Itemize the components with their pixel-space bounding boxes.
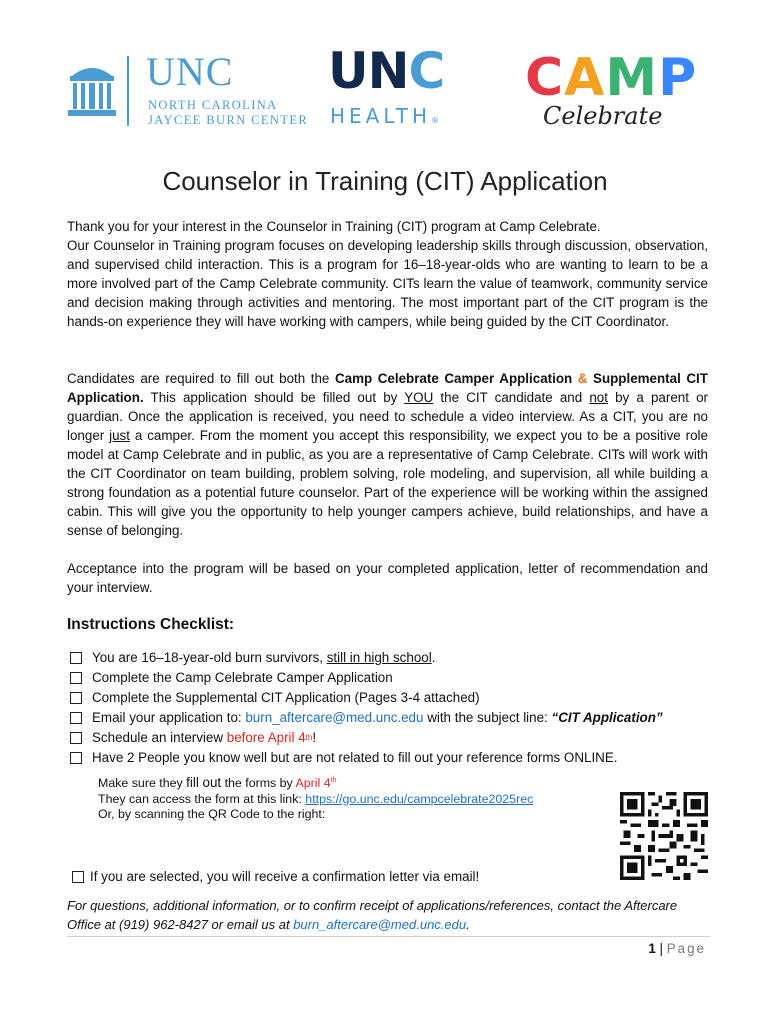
contact-email-link[interactable]: burn_aftercare@med.unc.edu xyxy=(293,917,467,932)
celebrate-script: Celebrate xyxy=(543,102,663,130)
acceptance-paragraph: Acceptance into the program will be based on your completed application, letter of recommendation and your interview. xyxy=(67,561,708,595)
checkbox[interactable] xyxy=(70,692,82,704)
checklist-item-interview: Schedule an interview before April 4 th ! xyxy=(70,728,720,748)
logo-divider xyxy=(127,56,129,126)
camp-celebrate-logo xyxy=(525,48,698,138)
requirements-paragraph: Candidates are required to fill out both the Camp Celebrate Camper Application & Supplemental CIT Application. This application should be filled out by YOU the CIT candidate and not by a parent or guardian. Once the application is received, you need to schedule a video interview. As a CIT, you are no longer just a camper. From the moment you accept this responsibility, we expect you to be a positive role model at Camp Celebrate and in public, as you are a representative of Camp Celebrate. CITs will work with the CIT Coordinator on team building, problem solving, role modeling, and supervision, all while building a strong foundation as a potential future counselor. Part of the experience will be working within the assigned cabin. This will give you the opportunity to help younger campers achieve, build relationships, and have a sense of belonging. xyxy=(67,371,708,538)
camp-letters: CAMP xyxy=(525,48,698,108)
footer-divider xyxy=(67,936,710,937)
unc-health-logo xyxy=(328,42,453,130)
checkbox[interactable] xyxy=(70,712,82,724)
old-well-icon xyxy=(68,58,116,118)
checkbox[interactable] xyxy=(70,732,82,744)
checklist-heading: Instructions Checklist: xyxy=(67,616,235,633)
intro-paragraph: Thank you for your interest in the Counselor in Training (CIT) program at Camp Celebrate. Our Counselor in Training program focuses on developing leadership skills through discussion, observation, and supervised child interaction. This is a program for 16–18-year-olds who are wanting to learn to be a more involved part of the Camp Celebrate community. CITs learn the value of teamwork, community service and decision making through activities and mentoring. The most important part of the CIT program is the hands-on experience they will have working with campers, while being guided by the CIT Coordinator. xyxy=(67,219,708,329)
reference-form-link[interactable]: https://go.unc.edu/campcelebrate2025rec xyxy=(305,791,534,806)
checkbox[interactable] xyxy=(70,652,82,664)
reference-instructions: Make sure they fill out the forms by April 4th They can access the form at this link: https://go.unc.edu/campcelebrate2025rec Or, by scanning the QR Code to the right: xyxy=(98,775,534,822)
confirmation-item: If you are selected, you will receive a confirmation letter via email! xyxy=(72,869,479,884)
contact-info: For questions, additional information, or to confirm receipt of applications/references, contact the Aftercare Office at (919) 962-8427 or email us at burn_aftercare@med.unc.edu. xyxy=(67,898,678,932)
page-title: Counselor in Training (CIT) Application xyxy=(162,166,608,196)
unc-health-wordmark: UNC xyxy=(328,42,445,100)
logo-subtitle-line2: JAYCEE BURN CENTER xyxy=(148,113,309,127)
qr-code[interactable] xyxy=(620,792,708,880)
health-word: HEALTH® xyxy=(330,104,440,128)
checklist-item-camper-application: Complete the Camp Celebrate Camper Application xyxy=(70,668,720,688)
unc-wordmark: UNC xyxy=(146,49,234,94)
checklist-item-supplemental-application: Complete the Supplemental CIT Application (Pages 3-4 attached) xyxy=(70,688,720,708)
unc-burn-center-logo xyxy=(68,49,313,130)
checkbox[interactable] xyxy=(72,871,84,883)
checkbox[interactable] xyxy=(70,752,82,764)
checklist-item-age: You are 16–18-year-old burn survivors, still in high school . xyxy=(70,648,720,668)
page-footer: 1 | Page xyxy=(648,941,706,956)
instructions-checklist xyxy=(70,648,720,768)
aftercare-email-link[interactable]: burn_aftercare@med.unc.edu xyxy=(245,710,424,725)
logo-subtitle-line1: NORTH CAROLINA xyxy=(148,98,278,112)
checklist-item-references: Have 2 People you know well but are not related to fill out your reference forms ONLINE. xyxy=(70,748,720,768)
checklist-item-email: Email your application to: burn_aftercare@med.unc.edu with the subject line: “CIT Application” xyxy=(70,708,720,728)
checkbox[interactable] xyxy=(70,672,82,684)
